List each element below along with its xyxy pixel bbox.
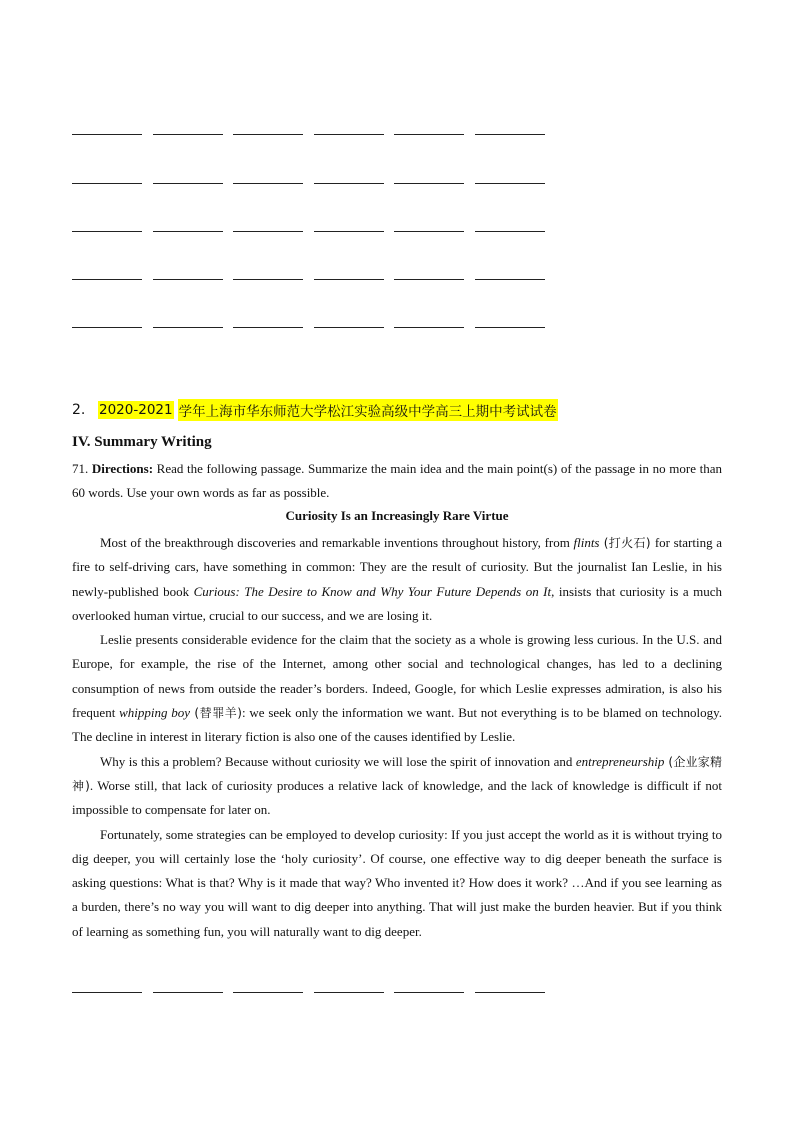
exam-year: 2020-2021	[99, 402, 173, 418]
answer-blank[interactable]	[72, 183, 142, 184]
answer-blank[interactable]	[394, 992, 464, 993]
answer-blank[interactable]	[153, 327, 223, 328]
answer-blank[interactable]	[314, 134, 384, 135]
answer-blank[interactable]	[233, 327, 303, 328]
answer-blank-row[interactable]	[72, 266, 555, 280]
paragraph-3: Why is this a problem? Because without curiosity we will lose the spirit of innovation and entrepreneurship (企业家精神). Worse still, that lack of curiosity produces a relative lack of knowledge, and the lack of knowledge is difficult if not impossible to compensate for later on.	[72, 753, 722, 818]
question-number: 2.	[72, 402, 86, 418]
answer-blank-row[interactable]	[72, 979, 555, 993]
answer-blank[interactable]	[394, 327, 464, 328]
answer-blank[interactable]	[394, 279, 464, 280]
directions	[72, 457, 722, 506]
directions-label: Directions:	[91, 461, 154, 476]
answer-blank[interactable]	[314, 183, 384, 184]
answer-blank[interactable]	[72, 992, 142, 993]
answer-blank[interactable]	[475, 231, 545, 232]
answer-blank[interactable]	[394, 183, 464, 184]
answer-blank[interactable]	[394, 231, 464, 232]
answer-blank[interactable]	[475, 134, 545, 135]
answer-blank-row[interactable]	[72, 170, 555, 184]
answer-blank[interactable]	[72, 327, 142, 328]
answer-blank[interactable]	[72, 231, 142, 232]
answer-blank[interactable]	[314, 327, 384, 328]
answer-blank[interactable]	[153, 134, 223, 135]
answer-blank-row[interactable]	[72, 121, 555, 135]
answer-blank[interactable]	[153, 992, 223, 993]
answer-blank[interactable]	[153, 279, 223, 280]
answer-blank[interactable]	[314, 992, 384, 993]
answer-blank[interactable]	[233, 992, 303, 993]
answer-blank[interactable]	[233, 279, 303, 280]
answer-blank[interactable]	[233, 134, 303, 135]
answer-blank[interactable]	[314, 279, 384, 280]
section-title: IV. Summary Writing	[72, 434, 212, 450]
paragraph-1: Most of the breakthrough discoveries and remarkable inventions throughout history, from flints (打火石) for starting a fire to self-driving cars, have something in common: They are the result of curiosity. But the journalist Ian Leslie, in his newly-published book Curious: The Desire to Know and Why Your Future Depends on It, insists that curiosity is a much overlooked human virtue, crucial to our success, and we are losing it.	[72, 535, 723, 623]
answer-blank[interactable]	[475, 279, 545, 280]
answer-blank[interactable]	[233, 231, 303, 232]
exam-source: 学年上海市华东师范大学松江实验高级中学高三上期中考试试卷	[178, 399, 558, 421]
answer-blank[interactable]	[314, 231, 384, 232]
passage-body	[72, 531, 722, 944]
answer-blank[interactable]	[475, 327, 545, 328]
directions-number: 71.	[72, 461, 89, 476]
answer-blank[interactable]	[475, 992, 545, 993]
paragraph-4: Fortunately, some strategies can be employed to develop curiosity: If you just accept the world as it is without trying to dig deeper, you will certainly lose the ‘holy curiosity’. Of course, one effective way to dig deeper beneath the surface is asking questions: What is that? Why is it made that way? Who invented it? How does it work? …And if you see learning as a burden, there’s no way you will want to dig deeper into anything. That will just make the burden heavier. But if you think of learning as something fun, you will naturally want to dig deeper.	[72, 826, 722, 939]
directions-text: Read the following passage. Summarize the main idea and the main point(s) of the passage in no more than 60 words. Use your own words as far as possible.	[72, 461, 722, 501]
passage-title: Curiosity Is an Increasingly Rare Virtue	[285, 508, 509, 523]
answer-blank[interactable]	[475, 183, 545, 184]
answer-blank[interactable]	[153, 183, 223, 184]
answer-blank[interactable]	[72, 279, 142, 280]
answer-blank-row[interactable]	[72, 218, 555, 232]
paragraph-2: Leslie presents considerable evidence for the claim that the society as a whole is growing less curious. In the U.S. and Europe, for example, the rise of the Internet, among other social and technological changes, has led to a declining consumption of news from outside the reader’s borders. Indeed, Google, for which Leslie expresses admiration, is also his frequent whipping boy (替罪羊): we seek only the information we want. But not everything is to be blamed on technology. The decline in interest in literary fiction is also one of the causes identified by Leslie.	[72, 632, 723, 745]
answer-blank[interactable]	[394, 134, 464, 135]
answer-blank[interactable]	[153, 231, 223, 232]
answer-blank-row[interactable]	[72, 314, 555, 328]
book-title: Curious: The Desire to Know and Why Your Future Depends on It	[193, 583, 552, 599]
answer-blank[interactable]	[72, 134, 142, 135]
answer-blank[interactable]	[233, 183, 303, 184]
question-header	[72, 399, 558, 421]
